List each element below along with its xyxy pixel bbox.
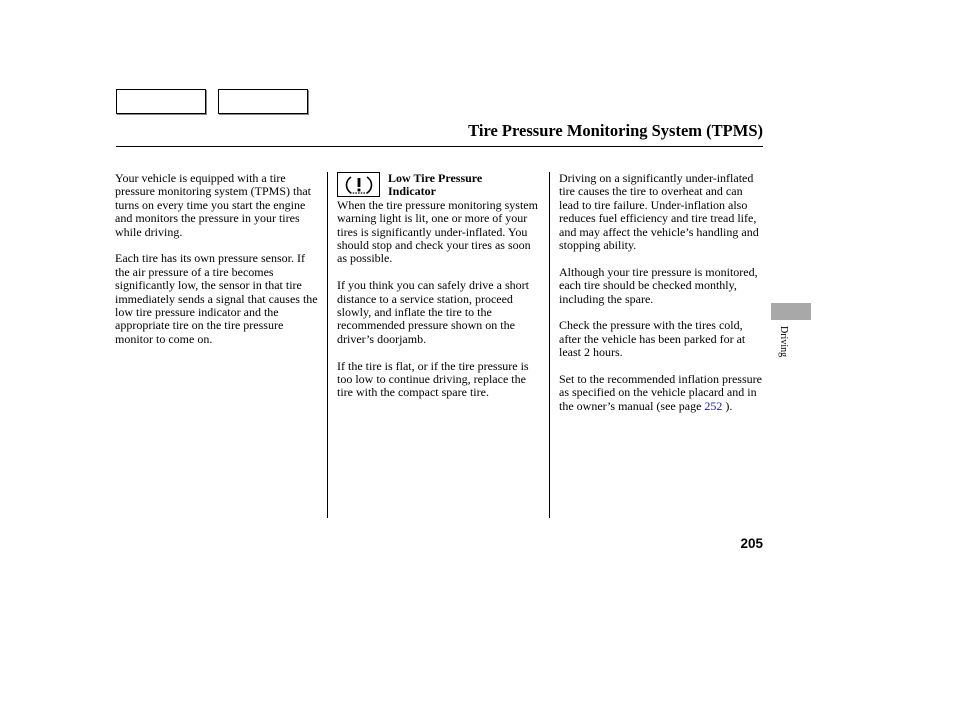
paragraph-flat-tire: If the tire is flat, or if the tire pressure is too low to continue driving, replace the tire with the compact spare tire. <box>337 358 529 400</box>
paragraph-check-cold: Check the pressure with the tires cold, after the vehicle has been parked for at least 2 hours. <box>559 318 746 360</box>
column-indicator <box>337 172 542 413</box>
paragraph-under-inflation: Driving on a significantly under-inflated tire causes the tire to overheat and can lead to tire failure. Under-inflation also reduces fuel efficiency and tire tread life, and may affect the vehicle’s handling and stopping ability. <box>559 171 759 253</box>
page-title: Tire Pressure Monitoring System (TPMS) <box>468 121 763 140</box>
tpms-warning-icon <box>337 172 380 197</box>
column-divider <box>549 172 550 518</box>
paragraph-recommended-pressure <box>559 373 765 413</box>
column-maintenance <box>559 172 765 427</box>
indicator-heading-block <box>337 172 542 199</box>
section-label: Driving <box>778 326 789 358</box>
paragraph-sensor: Each tire has its own pressure sensor. If the air pressure of a tire becomes significantly low, the sensor in that tire immediately sends a signal that causes the low tire pressure indicator and the appropriate tire on the tire pressure monitor to come on. <box>115 251 318 346</box>
column-divider <box>327 172 328 518</box>
indicator-heading-line2: Indicator <box>388 184 436 199</box>
page-number: 205 <box>740 536 763 551</box>
paragraph-monthly-check: Although your tire pressure is monitored, each tire should be checked monthly, including the spare. <box>559 264 758 306</box>
paragraph-warning-light: When the tire pressure monitoring system warning light is lit, one or more of your tires is significantly under-inflated. You should stop and check your tires as soon as possible. <box>337 197 538 266</box>
page-reference-link[interactable]: 252 <box>704 398 723 413</box>
column-intro <box>115 172 322 360</box>
recommended-pressure-end: ). <box>722 398 733 413</box>
nav-button-previous[interactable] <box>116 89 206 114</box>
recommended-pressure-text: Set to the recommended inflation pressure as specified on the vehicle placard and in the owner’s manual (see page <box>559 372 762 413</box>
paragraph-drive-slowly: If you think you can safely drive a short distance to a service station, proceed slowly, and inflate the tire to the recommended pressure shown on the driver’s doorjamb. <box>337 278 529 346</box>
indicator-heading-line1: Low Tire Pressure <box>388 172 483 185</box>
paragraph-tpms-intro: Your vehicle is equipped with a tire pressure monitoring system (TPMS) that turns on every time you start the engine and monitors the pressure in your tires while driving. <box>115 171 311 239</box>
nav-button-next[interactable] <box>218 89 308 114</box>
title-divider <box>116 146 763 147</box>
section-tab <box>771 303 811 320</box>
